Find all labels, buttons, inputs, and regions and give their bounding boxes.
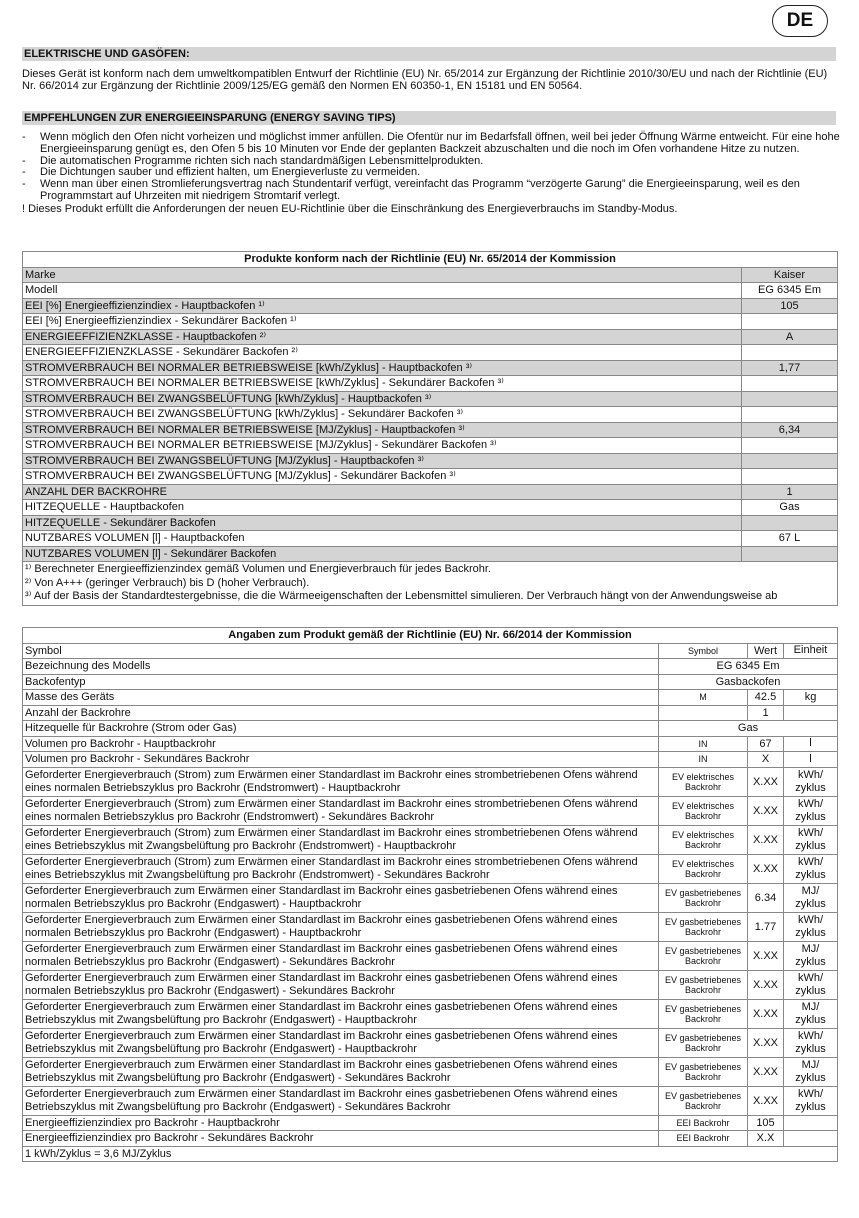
- header-value: Wert: [748, 643, 784, 659]
- table-row: [23, 515, 838, 531]
- energy-value: X.XX: [748, 999, 784, 1028]
- energy-value: X.XX: [748, 1057, 784, 1086]
- table-row: [23, 854, 838, 883]
- energy-value: X.XX: [748, 767, 784, 796]
- row-value: [742, 391, 838, 407]
- energy-label: Geforderter Energieverbrauch zum Erwärmen einer Standardlast im Backrohr eines gasbetriebenen Ofens während eines normalen Betriebszyklus pro Backrohr (Endgaswert) - Sekundäres Backrohr: [23, 970, 659, 999]
- table-row: [23, 360, 838, 376]
- volume-secondary-unit: l: [784, 752, 838, 768]
- table-row: [23, 546, 838, 562]
- energy-label: Geforderter Energieverbrauch zum Erwärmen einer Standardlast im Backrohr eines gasbetriebenen Ofens während eines normalen Betriebszyklus pro Backrohr (Endgaswert) - Hauptbackrohr: [23, 912, 659, 941]
- table-row: [23, 314, 838, 330]
- row-value: 1,77: [742, 360, 838, 376]
- energy-unit: kWh/ zyklus: [784, 912, 838, 941]
- energy-value: 1.77: [748, 912, 784, 941]
- tip-item: - Wenn möglich den Ofen nicht vorheizen und möglichst immer anfüllen. Die Ofentür nur im Bedarfsfall öffnen, weil bei jeder Öffnung Wärme entweicht. Für eine hohe Energieeinsparung genügt es, den Ofen 5 bis 10 Minuten vor Ende der geplanten Backzeit abzuschalten und die noch im Ofen vorhandene Hitze zu nutzen.: [22, 131, 840, 155]
- row-value: Gas: [742, 500, 838, 516]
- table-row: [23, 453, 838, 469]
- row-value: [742, 515, 838, 531]
- table-row: [23, 999, 838, 1028]
- energy-label: Geforderter Energieverbrauch zum Erwärmen einer Standardlast im Backrohr eines gasbetriebenen Ofens während eines normalen Betriebszyklus pro Backrohr (Endgaswert) - Sekundäres Backrohr: [23, 941, 659, 970]
- row-value: EG 6345 Em: [742, 283, 838, 299]
- eei-main-label: Energieeffizienzindiex pro Backrohr - Hauptbackrohr: [23, 1115, 659, 1131]
- conversion-note: 1 kWh/Zyklus = 3,6 MJ/Zyklus: [23, 1146, 838, 1162]
- table-row: [23, 941, 838, 970]
- eei-main-symbol: EEI Backrohr: [659, 1115, 748, 1131]
- table-row: [23, 1057, 838, 1086]
- section-title-energy-tips: EMPFEHLUNGEN ZUR ENERGIEEINSPARUNG (ENERGY SAVING TIPS): [22, 111, 836, 125]
- row-value: 67 L: [742, 531, 838, 547]
- energy-unit: kWh/ zyklus: [784, 1086, 838, 1115]
- mass-symbol: M: [659, 690, 748, 706]
- row-value: 105: [742, 298, 838, 314]
- energy-value: X.XX: [748, 854, 784, 883]
- table-row: [23, 500, 838, 516]
- row-label: NUTZBARES VOLUMEN [l] - Hauptbackofen: [23, 531, 742, 547]
- energy-unit: kWh/ zyklus: [784, 854, 838, 883]
- energy-unit: kWh/ zyklus: [784, 796, 838, 825]
- heat-source-value: Gas: [659, 721, 838, 737]
- eei-secondary-label: Energieeffizienzindiex pro Backrohr - Sekundäres Backrohr: [23, 1131, 659, 1147]
- volume-main-value: 67: [748, 736, 784, 752]
- table-row: [23, 767, 838, 796]
- table-row: [23, 469, 838, 485]
- table-row: [23, 298, 838, 314]
- regulation-65-table: [22, 251, 838, 606]
- energy-unit: MJ/ zyklus: [784, 883, 838, 912]
- row-label: ANZAHL DER BACKROHRE: [23, 484, 742, 500]
- table-footnotes: ¹⁾ Berechneter Energieeffizienzindex gemäß Volumen und Energieverbrauch für jedes Backrohr. ²⁾ Von A+++ (geringer Verbrauch) bis D (hoher Verbrauch). ³⁾ Auf der Basis der Standardtestergebnisse, die die Wärmeeigenschaften der Lebensmittel simulieren. Der Verbrauch hängt von der Anwendungsweise ab: [23, 562, 838, 606]
- energy-symbol: EV elektrisches Backrohr: [659, 825, 748, 854]
- table-row: [23, 825, 838, 854]
- row-value: 6,34: [742, 422, 838, 438]
- row-label: Modell: [23, 283, 742, 299]
- table-row: [23, 267, 838, 283]
- row-value: [742, 376, 838, 392]
- energy-symbol: EV gasbetriebenes Backrohr: [659, 1028, 748, 1057]
- mass-label: Masse des Geräts: [23, 690, 659, 706]
- header-unit: Einheit: [784, 643, 838, 659]
- eei-main-value: 105: [748, 1115, 784, 1131]
- row-label: Marke: [23, 267, 742, 283]
- energy-label: Geforderter Energieverbrauch zum Erwärmen einer Standardlast im Backrohr eines gasbetriebenen Ofens während eines normalen Betriebszyklus pro Backrohr (Endgaswert) - Hauptbackrohr: [23, 883, 659, 912]
- table-row: [23, 1028, 838, 1057]
- energy-label: Geforderter Energieverbrauch zum Erwärmen einer Standardlast im Backrohr eines gasbetriebenen Ofens während eines Betriebszyklus mit Zwangsbelüftung pro Backrohr (Endgaswert) - Hauptbackrohr: [23, 1028, 659, 1057]
- energy-label: Geforderter Energieverbrauch (Strom) zum Erwärmen einer Standardlast im Backrohr eines strombetriebenen Ofens während eines normalen Betriebszyklus pro Backrohr (Endstromwert) - Hauptbackrohr: [23, 767, 659, 796]
- table-row: [23, 531, 838, 547]
- eei-secondary-value: X.X: [748, 1131, 784, 1147]
- table-title: Angaben zum Produkt gemäß der Richtlinie (EU) Nr. 66/2014 der Kommission: [23, 628, 838, 644]
- row-label: EEI [%] Energieeffizienzindiex - Hauptbackofen ¹⁾: [23, 298, 742, 314]
- table-row: [23, 1086, 838, 1115]
- energy-unit: MJ/ zyklus: [784, 1057, 838, 1086]
- row-label: STROMVERBRAUCH BEI NORMALER BETRIEBSWEISE [kWh/Zyklus] - Hauptbackofen ³⁾: [23, 360, 742, 376]
- row-value: A: [742, 329, 838, 345]
- row-label: STROMVERBRAUCH BEI NORMALER BETRIEBSWEISE [kWh/Zyklus] - Sekundärer Backofen ³⁾: [23, 376, 742, 392]
- row-value: [742, 438, 838, 454]
- volume-main-symbol: IN: [659, 736, 748, 752]
- energy-label: Geforderter Energieverbrauch (Strom) zum Erwärmen einer Standardlast im Backrohr eines strombetriebenen Ofens während eines Betriebszyklus mit Zwangsbelüftung pro Backrohr (Endstromwert) - Sekundäres Backrohr: [23, 854, 659, 883]
- energy-symbol: EV elektrisches Backrohr: [659, 796, 748, 825]
- table-row: [23, 438, 838, 454]
- tip-item: - Die Dichtungen sauber und effizient halten, um Energieverluste zu vermeiden.: [22, 166, 421, 179]
- row-label: STROMVERBRAUCH BEI NORMALER BETRIEBSWEISE [MJ/Zyklus] - Hauptbackofen ³⁾: [23, 422, 742, 438]
- volume-secondary-symbol: IN: [659, 752, 748, 768]
- row-label: STROMVERBRAUCH BEI ZWANGSBELÜFTUNG [MJ/Zyklus] - Hauptbackofen ³⁾: [23, 453, 742, 469]
- row-value: [742, 453, 838, 469]
- energy-value: X.XX: [748, 1028, 784, 1057]
- energy-value: X.XX: [748, 1086, 784, 1115]
- energy-value: X.XX: [748, 941, 784, 970]
- tip-item: - Wenn man über einen Stromlieferungsvertrag nach Stundentarif verfügt, vereinfacht das Programm “verzögerte Garung” die Energieeinsparung, weil es den Programmstart auf Uhrzeiten mit niedrigem Stromtarif verlegt.: [22, 178, 800, 202]
- table-row: [23, 283, 838, 299]
- energy-symbol: EV gasbetriebenes Backrohr: [659, 1086, 748, 1115]
- volume-secondary-value: X: [748, 752, 784, 768]
- table-row: [23, 329, 838, 345]
- energy-label: Geforderter Energieverbrauch (Strom) zum Erwärmen einer Standardlast im Backrohr eines strombetriebenen Ofens während eines normalen Betriebszyklus pro Backrohr (Endstromwert) - Sekundäres Backrohr: [23, 796, 659, 825]
- energy-unit: kWh/ zyklus: [784, 767, 838, 796]
- row-label: STROMVERBRAUCH BEI ZWANGSBELÜFTUNG [kWh/Zyklus] - Sekundärer Backofen ³⁾: [23, 407, 742, 423]
- energy-unit: kWh/ zyklus: [784, 970, 838, 999]
- table-row: [23, 376, 838, 392]
- row-value: [742, 469, 838, 485]
- mass-value: 42.5: [748, 690, 784, 706]
- heat-source-label: Hitzequelle für Backrohre (Strom oder Gas): [23, 721, 659, 737]
- energy-value: X.XX: [748, 796, 784, 825]
- energy-unit: kWh/ zyklus: [784, 825, 838, 854]
- row-label: STROMVERBRAUCH BEI ZWANGSBELÜFTUNG [kWh/Zyklus] - Hauptbackofen ³⁾: [23, 391, 742, 407]
- standby-note: ! Dieses Produkt erfüllt die Anforderungen der neuen EU-Richtlinie über die Einschränkung des Energieverbrauchs im Standby-Modus.: [22, 202, 678, 215]
- row-value: [742, 345, 838, 361]
- model-value: EG 6345 Em: [659, 659, 838, 675]
- oven-type-value: Gasbackofen: [659, 674, 838, 690]
- cavity-count-value: 1: [748, 705, 784, 721]
- regulation-66-table: [22, 627, 838, 1162]
- energy-value: X.XX: [748, 970, 784, 999]
- row-value: Kaiser: [742, 267, 838, 283]
- energy-label: Geforderter Energieverbrauch zum Erwärmen einer Standardlast im Backrohr eines gasbetriebenen Ofens während eines Betriebszyklus mit Zwangsbelüftung pro Backrohr (Endgaswert) - Sekundäres Backrohr: [23, 1086, 659, 1115]
- energy-label: Geforderter Energieverbrauch (Strom) zum Erwärmen einer Standardlast im Backrohr eines strombetriebenen Ofens während eines Betriebszyklus mit Zwangsbelüftung pro Backrohr (Endstromwert) - Hauptbackrohr: [23, 825, 659, 854]
- table-row: [23, 391, 838, 407]
- row-value: 1: [742, 484, 838, 500]
- header-label: Symbol: [23, 643, 659, 659]
- mass-unit: kg: [784, 690, 838, 706]
- energy-value: 6.34: [748, 883, 784, 912]
- table-row: [23, 883, 838, 912]
- volume-secondary-label: Volumen pro Backrohr - Sekundäres Backrohr: [23, 752, 659, 768]
- energy-symbol: EV gasbetriebenes Backrohr: [659, 883, 748, 912]
- row-label: HITZEQUELLE - Hauptbackofen: [23, 500, 742, 516]
- table-row: [23, 912, 838, 941]
- table-row: [23, 422, 838, 438]
- energy-symbol: EV gasbetriebenes Backrohr: [659, 941, 748, 970]
- conformity-paragraph: Dieses Gerät ist konform nach dem umweltkompatiblen Entwurf der Richtlinie (EU) Nr. 65/2014 zur Ergänzung der Richtlinie 2010/30/EU und nach der Richtlinie (EU) Nr. 66/2014 zur Ergänzung der Richtlinie 2009/125/EG gemäß den Normen EN 60350-1, EN 15181 und EN 50564.: [22, 68, 828, 92]
- table-row: [23, 345, 838, 361]
- energy-symbol: EV elektrisches Backrohr: [659, 767, 748, 796]
- volume-main-label: Volumen pro Backrohr - Hauptbackrohr: [23, 736, 659, 752]
- row-label: ENERGIEEFFIZIENZKLASSE - Sekundärer Backofen ²⁾: [23, 345, 742, 361]
- oven-type-label: Backofentyp: [23, 674, 659, 690]
- row-label: ENERGIEEFFIZIENZKLASSE - Hauptbackofen ²⁾: [23, 329, 742, 345]
- energy-unit: MJ/ zyklus: [784, 941, 838, 970]
- table-row: [23, 796, 838, 825]
- tip-item: - Die automatischen Programme richten sich nach standardmäßigen Lebensmittelprodukten.: [22, 154, 484, 167]
- energy-unit: MJ/ zyklus: [784, 999, 838, 1028]
- energy-symbol: EV elektrisches Backrohr: [659, 854, 748, 883]
- energy-unit: kWh/ zyklus: [784, 1028, 838, 1057]
- row-value: [742, 314, 838, 330]
- row-label: STROMVERBRAUCH BEI ZWANGSBELÜFTUNG [MJ/Zyklus] - Sekundärer Backofen ³⁾: [23, 469, 742, 485]
- energy-symbol: EV gasbetriebenes Backrohr: [659, 999, 748, 1028]
- row-label: HITZEQUELLE - Sekundärer Backofen: [23, 515, 742, 531]
- table-title: Produkte konform nach der Richtlinie (EU) Nr. 65/2014 der Kommission: [23, 252, 838, 268]
- language-badge: DE: [772, 5, 828, 37]
- table-row: [23, 970, 838, 999]
- energy-label: Geforderter Energieverbrauch zum Erwärmen einer Standardlast im Backrohr eines gasbetriebenen Ofens während eines Betriebszyklus mit Zwangsbelüftung pro Backrohr (Endgaswert) - Hauptbackrohr: [23, 999, 659, 1028]
- model-label: Bezeichnung des Modells: [23, 659, 659, 675]
- row-label: EEI [%] Energieeffizienzindiex - Sekundärer Backofen ¹⁾: [23, 314, 742, 330]
- row-label: STROMVERBRAUCH BEI NORMALER BETRIEBSWEISE [MJ/Zyklus] - Sekundärer Backofen ³⁾: [23, 438, 742, 454]
- header-symbol: Symbol: [659, 643, 748, 659]
- section-title-electric-gas: ELEKTRISCHE UND GASÖFEN:: [22, 47, 836, 61]
- row-label: NUTZBARES VOLUMEN [l] - Sekundärer Backofen: [23, 546, 742, 562]
- eei-secondary-symbol: EEI Backrohr: [659, 1131, 748, 1147]
- energy-tips-list: [22, 132, 840, 215]
- energy-label: Geforderter Energieverbrauch zum Erwärmen einer Standardlast im Backrohr eines gasbetriebenen Ofens während eines Betriebszyklus mit Zwangsbelüftung pro Backrohr (Endgaswert) - Sekundäres Backrohr: [23, 1057, 659, 1086]
- energy-symbol: EV gasbetriebenes Backrohr: [659, 1057, 748, 1086]
- energy-symbol: EV gasbetriebenes Backrohr: [659, 912, 748, 941]
- energy-symbol: EV gasbetriebenes Backrohr: [659, 970, 748, 999]
- table-row: [23, 484, 838, 500]
- row-value: [742, 546, 838, 562]
- cavity-count-label: Anzahl der Backrohre: [23, 705, 659, 721]
- volume-main-unit: l: [784, 736, 838, 752]
- row-value: [742, 407, 838, 423]
- energy-value: X.XX: [748, 825, 784, 854]
- table-row: [23, 407, 838, 423]
